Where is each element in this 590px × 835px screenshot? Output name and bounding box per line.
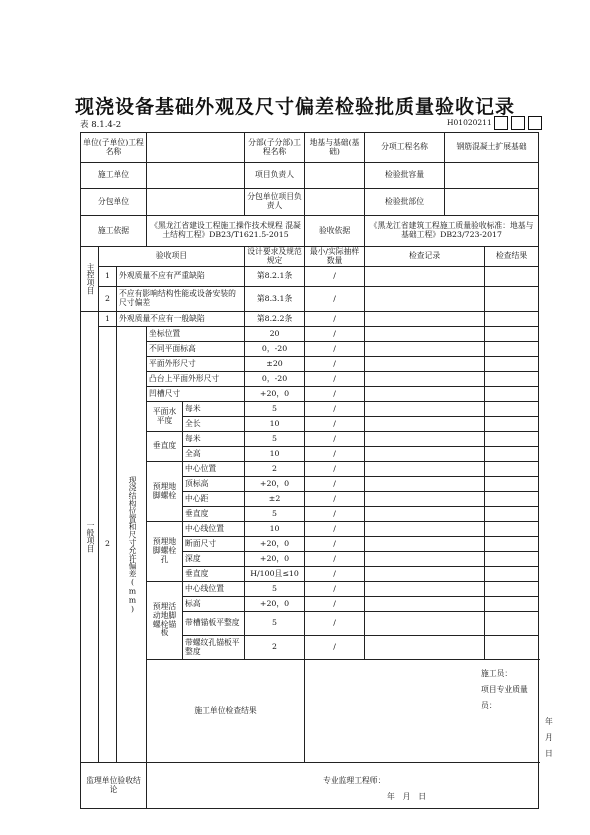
sample: / (305, 402, 365, 417)
item-name: 全长 (183, 417, 245, 432)
sample: / (305, 462, 365, 477)
requirement: ±2 (245, 492, 305, 507)
item-name: 垂直度 (183, 507, 245, 522)
record-cell[interactable] (365, 402, 485, 417)
subgroup-label: 预埋地脚螺栓 (147, 462, 183, 522)
sample: / (305, 327, 365, 342)
table-row (81, 357, 539, 372)
table-row (81, 372, 539, 387)
subitem-value: 钢筋混凝土扩展基础 (445, 133, 539, 163)
date-label: 年 月 日 (545, 717, 561, 758)
subgroup-label: 预埋地脚螺栓孔 (147, 522, 183, 582)
table-row (81, 327, 539, 342)
sample: / (305, 387, 365, 402)
column-header-row (81, 247, 539, 267)
record-cell[interactable] (365, 447, 485, 462)
result-cell[interactable] (485, 597, 539, 612)
table-row (81, 432, 539, 447)
requirement: 5 (245, 582, 305, 597)
result-cell[interactable] (485, 287, 539, 312)
col-sample: 最小/实际抽样数量 (305, 247, 365, 267)
sample: / (305, 636, 365, 660)
record-cell[interactable] (365, 636, 485, 660)
sample: / (305, 417, 365, 432)
construction-unit-label: 施工单位 (81, 163, 147, 189)
result-cell[interactable] (485, 462, 539, 477)
item-name: 外观质量不应有一般缺陷 (117, 312, 245, 327)
result-cell[interactable] (485, 447, 539, 462)
record-cell[interactable] (365, 342, 485, 357)
requirement: 10 (245, 417, 305, 432)
sample: / (305, 612, 365, 636)
sample: / (305, 372, 365, 387)
checkbox-group (491, 116, 542, 130)
sample: / (305, 432, 365, 447)
item-name: 中心位置 (183, 462, 245, 477)
item-name: 平面外形尺寸 (147, 357, 245, 372)
inspection-table (80, 132, 561, 809)
record-cell[interactable] (365, 432, 485, 447)
item-name: 深度 (183, 552, 245, 567)
item-name: 外观质量不应有严重缺陷 (117, 267, 245, 287)
row-no: 2 (99, 287, 117, 312)
requirement: 第8.3.1条 (245, 287, 305, 312)
row-no: 1 (99, 312, 117, 327)
form-code: H01020211 (447, 118, 492, 127)
header-row (81, 163, 539, 189)
record-cell[interactable] (365, 522, 485, 537)
sample: / (305, 312, 365, 327)
result-cell[interactable] (485, 387, 539, 402)
project-leader-label: 项目负责人 (245, 163, 305, 189)
requirement: 5 (245, 402, 305, 417)
supervision-row (81, 763, 539, 809)
requirement: +20，0 (245, 387, 305, 402)
sample: / (305, 507, 365, 522)
sample: / (305, 447, 365, 462)
requirement: 20 (245, 327, 305, 342)
row-no: 1 (99, 267, 117, 287)
sample: / (305, 582, 365, 597)
sample: / (305, 357, 365, 372)
header-row (81, 133, 539, 163)
unit-value[interactable] (147, 133, 245, 163)
sample: / (305, 522, 365, 537)
requirement: 第8.2.1条 (245, 267, 305, 287)
record-cell[interactable] (365, 357, 485, 372)
item-name: 每米 (183, 402, 245, 417)
item-name: 断面尺寸 (183, 537, 245, 552)
item-name: 凹槽尺寸 (147, 387, 245, 402)
result-cell[interactable] (485, 357, 539, 372)
item-name: 顶标高 (183, 477, 245, 492)
result-cell[interactable] (485, 267, 539, 287)
record-cell[interactable] (365, 567, 485, 582)
col-item: 验收项目 (99, 247, 245, 267)
code-box[interactable] (511, 116, 525, 130)
record-cell[interactable] (365, 552, 485, 567)
subcontract-leader-value[interactable] (305, 189, 365, 216)
subunit-value: 地基与基础(基础) (305, 133, 365, 163)
sample: / (305, 537, 365, 552)
sample: / (305, 492, 365, 507)
basis-value: 《黑龙江省建设工程施工操作技术规程 混凝土结构工程》DB23/T1621.5-2015 (147, 216, 305, 247)
item-name: 垂直度 (183, 567, 245, 582)
record-cell[interactable] (365, 537, 485, 552)
subcontract-leader-label: 分包单位项目负责人 (245, 189, 305, 216)
requirement: 2 (245, 636, 305, 660)
unit-label: 单位(子单位)工程名称 (81, 133, 147, 163)
result-cell[interactable] (485, 342, 539, 357)
lot-location-value[interactable] (445, 189, 539, 216)
result-cell[interactable] (485, 522, 539, 537)
item-name: 不应有影响结构性能或设备安装的尺寸偏差 (117, 287, 245, 312)
item-name: 中心距 (183, 492, 245, 507)
record-cell[interactable] (365, 287, 485, 312)
requirement: ±20 (245, 357, 305, 372)
table-row (81, 462, 539, 477)
record-cell[interactable] (365, 597, 485, 612)
record-cell[interactable] (365, 267, 485, 287)
table-row (81, 522, 539, 537)
item-name: 中心线位置 (183, 522, 245, 537)
lot-location-label: 检验批部位 (365, 189, 445, 216)
record-cell[interactable] (365, 417, 485, 432)
result-cell[interactable] (485, 552, 539, 567)
construction-check-label: 施工单位检查结果 (147, 660, 305, 763)
table-row (81, 387, 539, 402)
requirement: 2 (245, 462, 305, 477)
record-cell[interactable] (365, 312, 485, 327)
acceptance-basis-value: 《黑龙江省建筑工程施工质量验收标准：地基与基础工程》DB23/723-2017 (365, 216, 539, 247)
page-title: 现浇设备基础外观及尺寸偏差检验批质量验收记录 (74, 96, 515, 118)
item-name: 坐标位置 (147, 327, 245, 342)
main-control-label: 主控项目 (81, 247, 99, 312)
requirement: H/100且≤10 (245, 567, 305, 582)
table-row (81, 287, 539, 312)
requirement: 第8.2.2条 (245, 312, 305, 327)
record-cell[interactable] (365, 477, 485, 492)
basis-row (81, 216, 539, 247)
engineer-label: 专业监理工程师： (323, 776, 386, 785)
item-name: 凸台上平面外形尺寸 (147, 372, 245, 387)
construction-check-area[interactable] (305, 660, 561, 763)
result-cell[interactable] (485, 402, 539, 417)
table-row (81, 342, 539, 357)
requirement: 10 (245, 522, 305, 537)
result-cell[interactable] (485, 582, 539, 597)
requirement: +20，0 (245, 537, 305, 552)
record-cell[interactable] (365, 372, 485, 387)
code-box[interactable] (494, 116, 508, 130)
record-cell[interactable] (365, 387, 485, 402)
subcontract-unit-value[interactable] (147, 189, 245, 216)
subcontract-unit-label: 分包单位 (81, 189, 147, 216)
worker-label: 施工员： (481, 669, 513, 678)
sample: / (305, 597, 365, 612)
item-name: 带螺纹孔锚板平整度 (183, 636, 245, 660)
acceptance-basis-label: 验收依据 (305, 216, 365, 247)
sample: / (305, 567, 365, 582)
construction-check-row (81, 660, 539, 763)
requirement: 0，-20 (245, 342, 305, 357)
subitem-label: 分项工程名称 (365, 133, 445, 163)
table-row (81, 267, 539, 287)
qc-label: 项目专业质量员： (481, 685, 528, 710)
result-cell[interactable] (485, 567, 539, 582)
col-result: 检查结果 (485, 247, 539, 267)
sample: / (305, 267, 365, 287)
item-name: 带槽锚板平整度 (183, 612, 245, 636)
result-cell[interactable] (485, 492, 539, 507)
item-name: 全高 (183, 447, 245, 462)
result-cell[interactable] (485, 612, 539, 636)
requirement: +20，0 (245, 477, 305, 492)
requirement: 5 (245, 612, 305, 636)
record-cell[interactable] (365, 612, 485, 636)
requirement: 5 (245, 432, 305, 447)
item-name: 每米 (183, 432, 245, 447)
item-name: 中心线位置 (183, 582, 245, 597)
subgroup-label: 垂直度 (147, 432, 183, 462)
col-requirement: 设计要求及规范规定 (245, 247, 305, 267)
code-box[interactable] (528, 116, 542, 130)
basis-label: 施工依据 (81, 216, 147, 247)
result-cell[interactable] (485, 537, 539, 552)
group-label: 现浇结构位置和尺寸允许偏差(mm) (117, 327, 147, 763)
lot-capacity-label: 检验批容量 (365, 163, 445, 189)
item-name: 不同平面标高 (147, 342, 245, 357)
requirement: 10 (245, 447, 305, 462)
record-cell[interactable] (365, 327, 485, 342)
col-record: 检查记录 (365, 247, 485, 267)
subgroup-label: 预埋活动地脚螺栓锚板 (147, 582, 183, 660)
requirement: +20，0 (245, 597, 305, 612)
result-cell[interactable] (485, 372, 539, 387)
construction-unit-value[interactable] (147, 163, 245, 189)
project-leader-value[interactable] (305, 163, 365, 189)
subunit-label: 分部(子分部)工程名称 (245, 133, 305, 163)
result-cell[interactable] (485, 636, 539, 660)
date-label-2: 年 月 日 (387, 792, 427, 801)
supervision-label: 监理单位验收结论 (81, 763, 147, 809)
header-row (81, 189, 539, 216)
result-cell[interactable] (485, 417, 539, 432)
result-cell[interactable] (485, 432, 539, 447)
requirement: +20，0 (245, 552, 305, 567)
record-cell[interactable] (365, 582, 485, 597)
table-row (81, 312, 539, 327)
result-cell[interactable] (485, 327, 539, 342)
sample: / (305, 287, 365, 312)
result-cell[interactable] (485, 507, 539, 522)
row-no: 2 (99, 327, 117, 763)
item-name: 标高 (183, 597, 245, 612)
sample: / (305, 342, 365, 357)
record-cell[interactable] (365, 492, 485, 507)
result-cell[interactable] (485, 312, 539, 327)
requirement: 0，-20 (245, 372, 305, 387)
table-row (81, 582, 539, 597)
table-row (81, 402, 539, 417)
requirement: 5 (245, 507, 305, 522)
form-number: 表 8.1.4-2 (80, 120, 122, 130)
general-label: 一般项目 (81, 312, 99, 763)
lot-capacity-value[interactable] (445, 163, 539, 189)
sample: / (305, 552, 365, 567)
supervision-area[interactable] (147, 763, 539, 809)
result-cell[interactable] (485, 477, 539, 492)
record-cell[interactable] (365, 462, 485, 477)
record-cell[interactable] (365, 507, 485, 522)
sample: / (305, 477, 365, 492)
subgroup-label: 平面水平度 (147, 402, 183, 432)
